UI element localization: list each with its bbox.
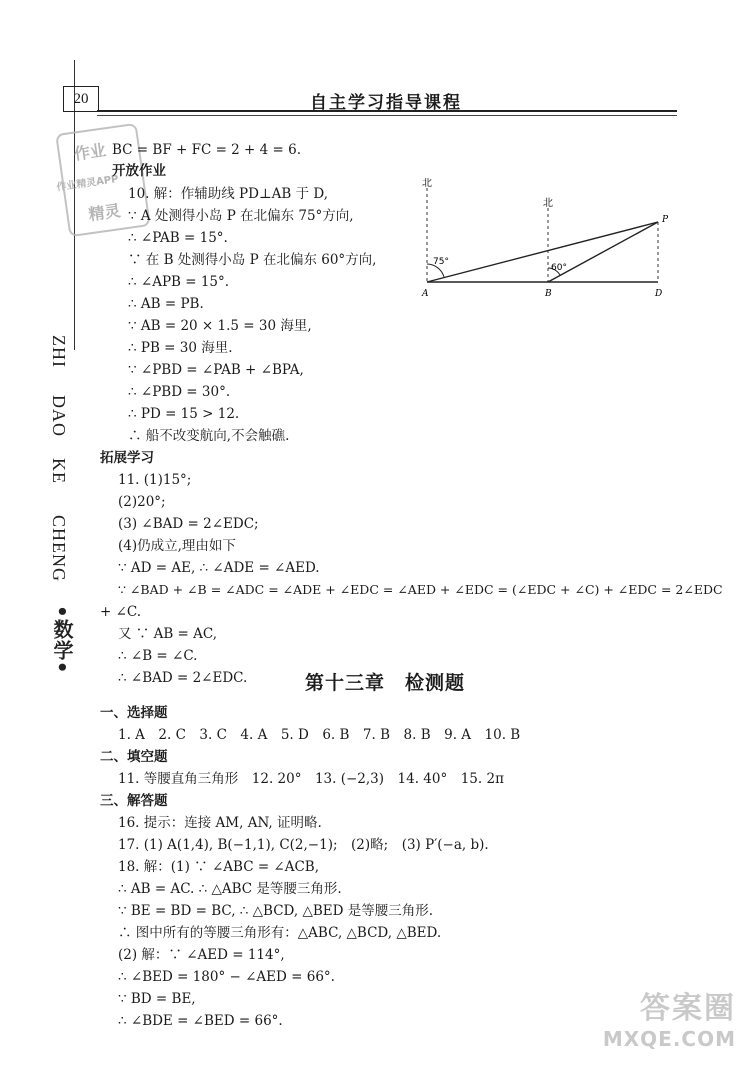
section-heading: 拓展学习: [100, 450, 154, 466]
answer-line: 又 ∵ AB = AC,: [118, 626, 218, 642]
answer-line: BC = BF + FC = 2 + 4 = 6.: [112, 142, 302, 158]
answer-line: ∴ PB = 30 海里.: [128, 340, 233, 356]
answer-line: ∵ ∠PBD = ∠PAB + ∠BPA,: [128, 362, 304, 378]
answer-line: ∵ BE = BD = BC, ∴ △BCD, △BED 是等腰三角形.: [118, 903, 434, 919]
answer-line: ∴ ∠BDE = ∠BED = 66°.: [118, 1013, 283, 1029]
answer-line: ∵ A 处测得小岛 P 在北偏东 75°方向,: [128, 208, 354, 224]
north-label-a: 北: [422, 178, 432, 189]
section-heading: 一、选择题: [100, 705, 168, 721]
answer-line: ∴ ∠PAB = 15°.: [128, 230, 228, 246]
section-heading: 开放作业: [112, 163, 166, 179]
answer-line: ∴ ∠APB = 15°.: [128, 274, 230, 290]
stamp-line-1: 作业: [72, 140, 108, 164]
answer-line: 11. 等腰直角三角形 12. 20° 13. (−2,3) 14. 40° 15. 2π: [118, 771, 504, 787]
side-text-zhi: ZHI: [49, 335, 69, 368]
answer-line: (2) 解：∵ ∠AED = 114°,: [118, 947, 285, 963]
stamp-line-3: 精灵: [87, 200, 122, 225]
point-label-p: P: [662, 215, 669, 225]
answer-line: ∵ AD = AE, ∴ ∠ADE = ∠AED.: [118, 560, 320, 576]
header-title: 自主学习指导课程: [310, 93, 462, 113]
answer-line: ∴ 船不改变航向,不会触礁.: [128, 428, 290, 444]
watermark-line-1: 答案圈: [640, 991, 736, 1026]
segment-bp: [548, 222, 658, 282]
page-number: 20: [63, 86, 99, 112]
side-text-cheng: CHENG: [49, 515, 69, 582]
segment-ap: [427, 222, 658, 282]
answer-line: 1. A 2. C 3. C 4. A 5. D 6. B 7. B 8. B 9. A 10. B: [118, 727, 521, 743]
answer-line: 10. 解：作辅助线 PD⊥AB 于 D,: [128, 186, 329, 202]
answer-line: 17. (1) A(1,4), B(−1,1), C(2,−1); (2)略; (3) P′(−a, b).: [118, 837, 489, 853]
answer-line: ∵ ∠BAD + ∠B = ∠ADC = ∠ADE + ∠EDC = ∠AED + ∠EDC = (∠EDC + ∠C) + ∠EDC = 2∠EDC: [118, 582, 723, 597]
answer-line: ∵ 在 B 处测得小岛 P 在北偏东 60°方向,: [128, 252, 377, 268]
watermark-line-2: MXQE.COM: [602, 1027, 736, 1051]
answer-line: ∴ PD = 15 > 12.: [128, 406, 240, 422]
answer-line: ∴ ∠PBD = 30°.: [128, 384, 231, 400]
header-rule-thin: [97, 115, 677, 116]
answer-line: 18. 解：(1) ∵ ∠ABC = ∠ACB,: [118, 859, 320, 875]
answer-line: (2)20°;: [118, 494, 166, 510]
answer-line: ∴ ∠BAD = 2∠EDC.: [118, 670, 248, 686]
geometry-diagram: [400, 178, 700, 303]
answer-line: (4)仍成立,理由如下: [118, 538, 236, 554]
answer-line: + ∠C.: [100, 604, 142, 620]
answer-line: ∴ 图中所有的等腰三角形有：△ABC, △BCD, △BED.: [118, 925, 442, 941]
answer-line: ∴ ∠B = ∠C.: [118, 648, 198, 664]
answer-line: ∵ AB = 20 × 1.5 = 30 海里,: [128, 318, 312, 334]
section-heading: 三、解答题: [100, 793, 168, 809]
answer-line: ∴ ∠BED = 180° − ∠AED = 66°.: [118, 969, 335, 985]
header-rule: [97, 110, 677, 112]
answer-line: ∴ AB = AC. ∴ △ABC 是等腰三角形.: [118, 881, 342, 897]
answer-line: 16. 提示：连接 AM, AN, 证明略.: [118, 815, 322, 831]
answer-line: ∵ BD = BE,: [118, 991, 196, 1007]
answer-line: 11. (1)15°;: [118, 472, 192, 488]
site-watermark: [603, 983, 736, 1051]
section-heading: 二、填空题: [100, 749, 168, 765]
answer-line: ∴ AB = PB.: [128, 296, 204, 312]
side-text-dao: DAO: [49, 395, 69, 437]
north-label-b: 北: [543, 198, 553, 209]
angle-label-a: 75°: [433, 257, 449, 267]
side-text-ke: KE: [49, 458, 69, 484]
chapter-title: 第十三章 检测题: [305, 672, 466, 694]
stamp-line-2: 作业精灵APP: [55, 173, 120, 194]
point-label-a: A: [422, 289, 429, 299]
answer-line: (3) ∠BAD = 2∠EDC;: [118, 516, 259, 532]
point-label-b: B: [545, 289, 552, 299]
point-label-d: D: [655, 289, 663, 299]
angle-label-b: 60°: [551, 263, 567, 273]
side-text-subject: •数学•: [50, 605, 74, 675]
